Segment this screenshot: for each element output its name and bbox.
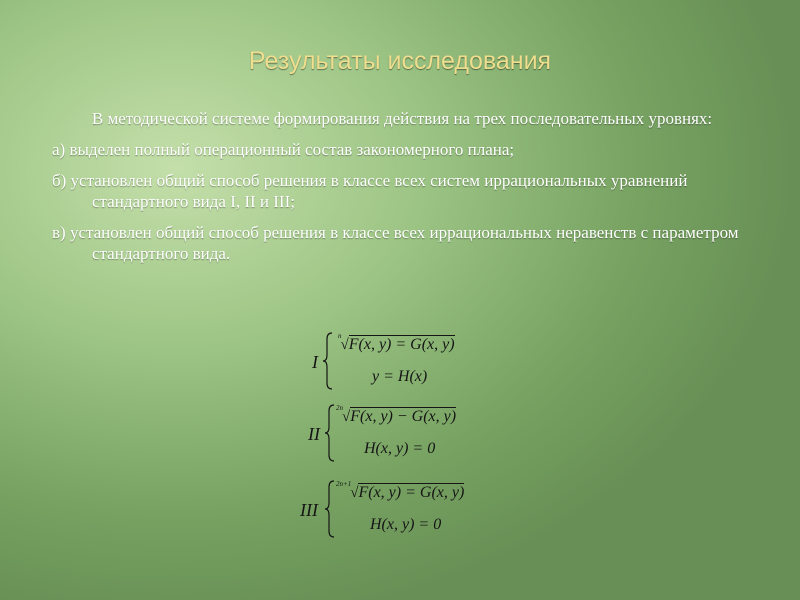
formula-3-label: III [300, 500, 318, 520]
slide-title: Результаты исследования [248, 47, 552, 75]
formula-system-2 [300, 402, 500, 464]
formula-2-label: II [308, 424, 320, 444]
brace-icon [324, 404, 336, 462]
formula-2-row-2: H(x, y) = 0 [364, 440, 436, 457]
formula-3-equation: F(x, y) = G(x, y) [358, 484, 465, 501]
formula-system-1 [300, 330, 500, 392]
list-item-b: б) установлен общий способ решения в классе всех систем иррациональных уравнений стандартного вида I, II и III; [52, 171, 688, 211]
formula-2-equation: F(x, y) − G(x, y) [350, 408, 457, 425]
list-item-c: в) установлен общий способ решения в классе всех иррациональных неравенств с параметром стандартного вида. [52, 223, 739, 263]
formula-3-row-2: H(x, y) = 0 [370, 516, 442, 533]
list-item-a: а) выделен полный операционный состав закономерного плана; [52, 140, 515, 159]
formula-1-row-1 [338, 332, 455, 354]
brace-icon [324, 480, 336, 538]
formula-system-3 [300, 478, 510, 540]
radical-icon: √ [350, 485, 359, 501]
radical-icon: √ [340, 337, 349, 353]
radical-icon: √ [342, 409, 351, 425]
intro-paragraph: В методической системе формирования действия на трех последовательных уровнях: [91, 109, 713, 128]
formula-2-row-1 [336, 404, 457, 426]
slide-body [52, 108, 752, 274]
root-index: 2n [336, 404, 343, 412]
root-index: n [338, 332, 342, 340]
root-index: 2n+1 [336, 480, 352, 488]
formula-1-equation: F(x, y) = G(x, y) [348, 336, 455, 353]
formula-1-row-2: y = H(x) [372, 368, 428, 385]
brace-icon [322, 332, 334, 390]
formula-1-label: I [312, 352, 318, 372]
formula-3-row-1 [336, 480, 465, 502]
